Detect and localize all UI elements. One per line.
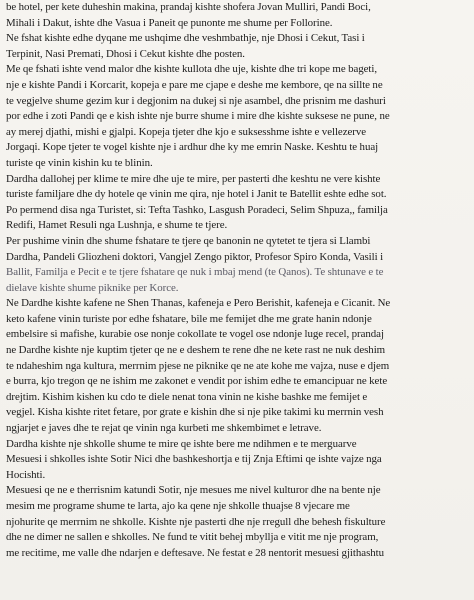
text-line: drejtim. Kishim kishen ku cdo te diele nenat tona vinin ne kishe bashke me femijet e — [6, 390, 368, 403]
text-line: e burra, kjo tregon qe ne ishim me zakonet e vendit por ishim edhe te emancipuar ne kete — [6, 375, 388, 388]
text-line: Dardha dallohej per klime te mire dhe uje te mire, per pasterti dhe keshtu ne vere kishte — [6, 172, 381, 185]
text-line: ay merej djathi, mishi e gjalpi. Kopeja tjeter dhe kjo e suksesshme ishte e vellezerve — [6, 125, 367, 138]
text-line: ngjarjet e javes dhe te rejat qe vinin nga kurbeti me shkembimet e letrave. — [6, 422, 322, 435]
text-line: vegjel. Kisha kishte ritet fetare, por grate e kishin dhe si nje pike takimi ku merrnin vesh — [6, 406, 384, 419]
document-body — [6, 0, 470, 561]
text-line: Me qe fshati ishte vend malor dhe kishte kullota dhe uje, kishte dhe tri kope me bageti, — [6, 63, 378, 76]
text-line: be hotel, per kete duheshin makina, prandaj kishte shofera Jovan Mulliri, Pandi Boci, — [6, 1, 371, 13]
text-line: keto kafene vinin turiste por edhe fshatare, bile me femijet dhe me grate hanin ndonje — [6, 312, 372, 325]
text-line: me recitime, me valle dhe ndarjen e deftesave. Ne festat e 28 nentorit mesuesi gjithashtu — [6, 546, 385, 559]
text-line: por edhe i zoti Pandi qe e kish ishte nje burre shume i mire dhe kishte suksese ne pune, ne — [6, 110, 390, 123]
text-line: Mesuesi i shkolles ishte Sotir Nici dhe bashkeshortja e tij Znja Eftimi qe ishte vajze nga — [6, 453, 382, 466]
text-line: Ne Dardhe kishte kafene ne Shen Thanas, kafeneja e Pero Berishit, kafeneja e Cicanit. Ne — [6, 297, 391, 310]
text-line: Po permend disa nga Turistet, si: Tefta Tashko, Lasgush Poradeci, Selim Shpuza,, familja — [6, 203, 388, 216]
text-line: turiste familjare dhe dy hotele qe vinin me qira, nje hotel i Janit te Batellit eshte edhe sot. — [6, 188, 387, 201]
text-line: Hocishti. — [6, 468, 46, 481]
text-line: Per pushime vinin dhe shume fshatare te tjere qe banonin ne qytetet te tjera si Llambi — [6, 234, 371, 247]
text-line: Ballit, Familja e Pecit e te tjere fshatare qe nuk i mbaj mend (te Qanos). Te shtunave e te — [6, 266, 384, 279]
text-line: njohurite qe merrnim ne shkolle. Kishte nje pasterti dhe nje rregull dhe behesh fiskulture — [6, 515, 386, 528]
text-line: dhe ne dimer ne sallen e shkolles. Ne fund te vitit behej mbyllja e vitit me nje program, — [6, 531, 379, 544]
text-line: dielave kishte shume piknike per Korce. — [6, 281, 179, 294]
text-line: mesim me programe shume te larta, ajo ka qene nje shkolle thuajse 8 vjecare me — [6, 500, 350, 512]
text-line: Ne fshat kishte edhe dyqane me ushqime dhe veshmbathje, nje Dhosi i Cekut, Tasi i — [6, 32, 365, 45]
text-line: nje e kishte Pandi i Korcarit, kopeja e pare me cjape e deshe me kembore, qe na sillte ne — [6, 78, 383, 91]
text-line: Mesuesi qe ne e therrisnim katundi Sotir, nje mesues me nivel kulturor dhe na bente nje — [6, 484, 381, 497]
text-line: Redifi, Hamet Resuli nga Lushnja, e shume te tjere. — [6, 219, 228, 232]
text-line: ne Dardhe kishte nje kuptim tjeter qe ne e deshem te rene dhe ne kete rast ne nuk deshim — [6, 344, 386, 357]
text-line: Dardha kishte nje shkolle shume te mire qe ishte bere me ndihmen e te merguarve — [6, 437, 357, 450]
text-line: turiste qe vinin kishin ku te blinin. — [6, 156, 153, 169]
text-line: Jorgaqi. Kope tjeter te vogel kishte nje i ardhur dhe ky me emrin Naske. Keshtu te huaj — [6, 141, 379, 154]
text-line: te vegjelve shume gezim kur i degjonim na dukej si nje asambel, dhe prisnim me dashuri — [6, 94, 386, 107]
text-line: embelsire si mafishe, kurabie ose nonje cokollate te vogel ose ndonje luge recel, prandaj — [6, 328, 384, 341]
text-line: te ndaheshim nga kultura, merrnim pjese ne piknike qe ne ate kohe me vajza, nuse e djem — [6, 359, 390, 372]
text-line: Terpinit, Nasi Premati, Dhosi i Cekut kishte dhe posten. — [6, 47, 245, 60]
text-line: Dardha, Pandeli Gliozheni doktori, Vangjel Zengo piktor, Profesor Spiro Konda, Vasili i — [6, 250, 384, 263]
text-line: Mihali i Dakut, ishte dhe Vasua i Paneit qe punonte me shume per Follorine. — [6, 16, 333, 29]
